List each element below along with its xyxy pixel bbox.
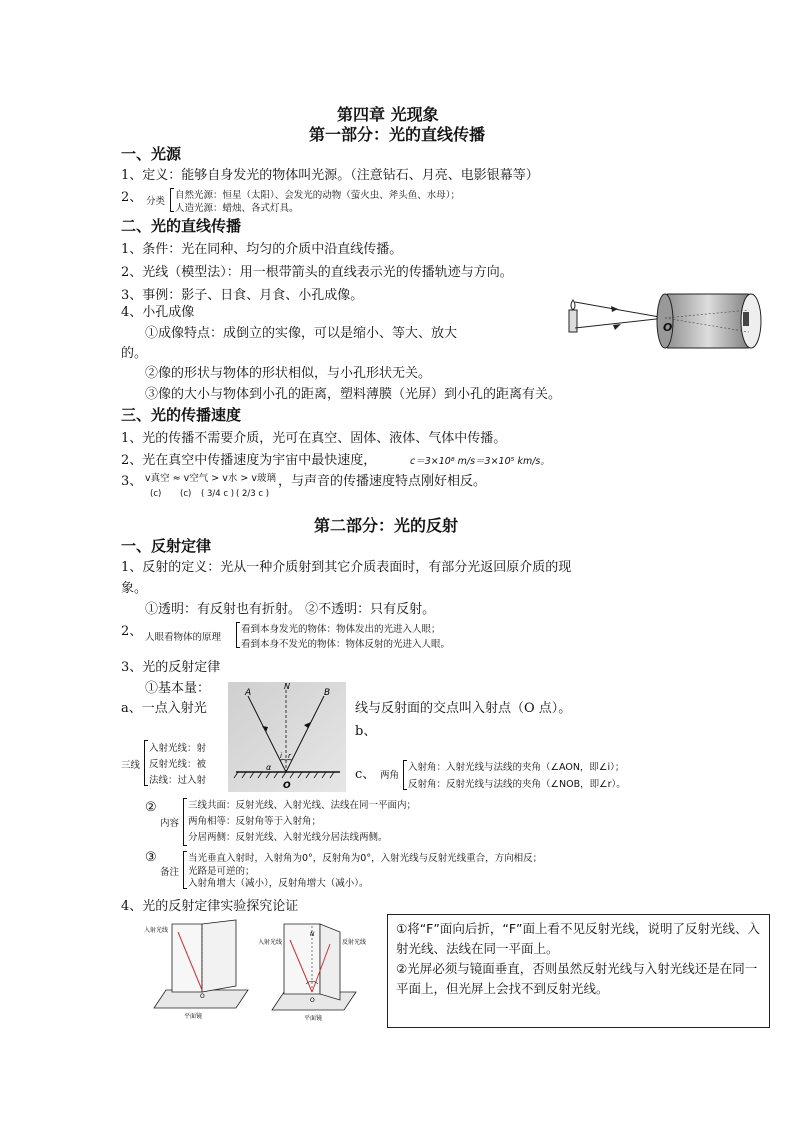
three-lines-label: 三线 <box>121 760 141 771</box>
speed-sub-water: ( 3/4 c ) <box>201 489 235 499</box>
speed-sub-glass: ( 2/3 c ) <box>236 489 270 499</box>
perpendicular-note: 当光垂直入射时，入射角为0°，反射角为0°，入射光线与反射光线重合，方向相反； <box>188 853 543 864</box>
transparent-line: ①透明：有反射也有折射。 ②不透明：只有反射。 <box>145 602 436 617</box>
reflection-angle-def: 反射角：反射光线与法线的夹角（∠NOB，即∠r）。 <box>408 779 626 790</box>
light-source-definition: 1、定义：能够自身发光的物体叫光源。（注意钻石、月亮、电影银幕等） <box>121 168 539 183</box>
ray-a-label: A <box>245 688 252 698</box>
speed-sub-vacuum: (c) <box>150 489 162 499</box>
normal-def: 法线：过入射 <box>149 775 207 786</box>
speed-relation-tail: ，与声音的传播速度特点刚好相反。 <box>278 474 487 489</box>
medium-line: 1、光的传播不需要介质，光可在真空、固体、液体、气体中传播。 <box>121 431 507 446</box>
reversible-note: 光路是可逆的； <box>188 866 255 877</box>
experiment-conclusion-box <box>387 914 770 1028</box>
note-label: 备注 <box>160 867 180 878</box>
pinhole-feature: ①成像特点：成倒立的实像，可以是缩小、等大、放大 <box>145 326 458 341</box>
brace <box>170 188 174 212</box>
brace <box>144 740 148 786</box>
speed-relation: v真空 ≈ v空气 > v水 > v玻璃 <box>145 473 276 484</box>
angle-r-label: r <box>288 752 291 760</box>
reflection-definition: 1、反射的定义：光从一种介质射到其它介质表面时，有部分光返回原介质的现 <box>121 560 572 575</box>
pinhole-label: O <box>663 321 673 334</box>
c-label: c、 <box>355 767 376 782</box>
experiment-figure <box>144 918 366 1024</box>
eye-principle: 人眼看物体的原理 <box>145 632 222 643</box>
examples-line: 3、事例：影子、日食、月食、小孔成像。 <box>121 288 364 303</box>
part1-title: 第一部分：光的直线传播 <box>309 125 486 144</box>
vacuum-speed-line: 2、光在真空中传播速度为宇宙中最快速度， <box>121 453 377 468</box>
item-number: 3、 <box>121 474 143 489</box>
coplanar-rule: 三线共面：反射光线、入射光线、法线在同一平面内； <box>188 800 417 811</box>
exp-left-mirror-label: 平面镜 <box>184 1013 203 1020</box>
reflection-definition-cont: 象。 <box>121 581 148 596</box>
incident-point-o: O <box>283 781 291 791</box>
pinhole-feature-cont: 的。 <box>121 346 148 361</box>
condition-line: 1、条件：光在同种、均匀的介质中沿直线传播。 <box>121 242 403 257</box>
equal-angles-rule: 两角相等：反射角等于入射角； <box>188 816 322 827</box>
artificial-sources: 人造光源：蜡烛、各式灯具。 <box>175 203 299 214</box>
item-number: 2、 <box>121 624 143 639</box>
two-angles-label: 两角 <box>380 770 400 781</box>
brace <box>236 622 240 648</box>
section-light-source: 一、光源 <box>121 145 182 163</box>
pinhole-size: ③像的大小与物体到小孔的距离，塑料薄膜（光屏）到小孔的距离有关。 <box>145 387 562 402</box>
chapter-title: 第四章 光现象 <box>337 105 439 124</box>
basic-quantities: ①基本量： <box>145 681 211 696</box>
opposite-sides-rule: 分居两侧：反射光线、入射光线分居法线两侧。 <box>188 832 388 843</box>
eye-luminous: 看到本身发光的物体：物体发出的光进入人眼； <box>241 624 441 635</box>
brace <box>183 851 187 889</box>
incidence-angle-def: 入射角：入射光线与法线的夹角（∠AON，即∠i）； <box>408 762 625 773</box>
pinhole-camera-figure <box>563 284 773 354</box>
experiment-heading: 4、光的反射定律实验探究论证 <box>121 899 299 914</box>
section-reflection-law: 一、反射定律 <box>121 537 212 555</box>
incident-point-def: 线与反射面的交点叫入射点（O 点）。 <box>355 701 572 716</box>
section-straight-propagation: 二、光的直线传播 <box>121 217 242 235</box>
exp-right-incident-label: 入射光线 <box>258 939 283 946</box>
part2-title: 第二部分：光的反射 <box>314 516 459 535</box>
reflection-law-heading: 3、光的反射定律 <box>121 660 221 675</box>
incident-point-label: a、一点入射光 <box>121 701 207 716</box>
angle-change-note: 入射角增大（减小），反射角增大（减小）。 <box>188 878 369 889</box>
exp-right-n: N <box>310 931 315 938</box>
reflection-law-figure <box>228 682 346 792</box>
exp-right-o: O <box>310 997 315 1004</box>
content-number: ② <box>145 800 157 815</box>
item-number: 2、 <box>121 190 143 205</box>
conclusion-perpendicular: ②光屏必须与镜面垂直，否则虽然反射光线与入射光线还是在同一平面上，但光屏上会找不到反射光线。 <box>396 961 758 996</box>
brace <box>183 798 187 846</box>
note-number: ③ <box>145 850 157 865</box>
ray-b-label: B <box>324 688 331 698</box>
normal-label: N <box>284 682 290 691</box>
classify-label: 分类 <box>146 196 166 207</box>
exp-right-mirror-label: 平面镜 <box>304 1015 323 1022</box>
brace <box>403 760 407 790</box>
speed-formula: c＝3×10⁸ m/s＝3×10⁵ km/s。 <box>410 456 550 467</box>
conclusion-fold: ①将“F”面向后折，“F”面上看不见反射光线，说明了反射光线、入射光线、法线在同一平面上。 <box>396 921 760 956</box>
pinhole-shape: ②像的形状与物体的形状相似，与小孔形状无关。 <box>145 366 432 381</box>
angle-i-label: i <box>280 752 282 760</box>
natural-sources: 自然光源：恒星（太阳）、会发光的动物（萤火虫、斧头鱼、水母）； <box>175 190 461 201</box>
exp-left-o: O <box>200 993 205 1000</box>
exp-right-reflected-label: 反射光线 <box>342 939 366 946</box>
speed-sub-air: (c) <box>180 489 192 499</box>
exp-left-incident-label: 入射光线 <box>144 927 169 934</box>
pinhole-heading: 4、小孔成像 <box>121 305 195 320</box>
section-light-speed: 三、光的传播速度 <box>121 406 242 424</box>
incident-ray-def: 入射光线：射 <box>149 743 207 754</box>
ray-model-line: 2、光线（模型法）：用一根带箭头的直线表示光的传播轨迹与方向。 <box>121 265 513 280</box>
b-label: b、 <box>355 724 377 739</box>
angle-alpha-label: α <box>266 763 272 772</box>
eye-nonluminous: 看到本身不发光的物体：物体反射的光进入人眼。 <box>241 639 451 650</box>
reflected-ray-def: 反射光线：被 <box>149 759 207 770</box>
content-label: 内容 <box>160 818 180 829</box>
